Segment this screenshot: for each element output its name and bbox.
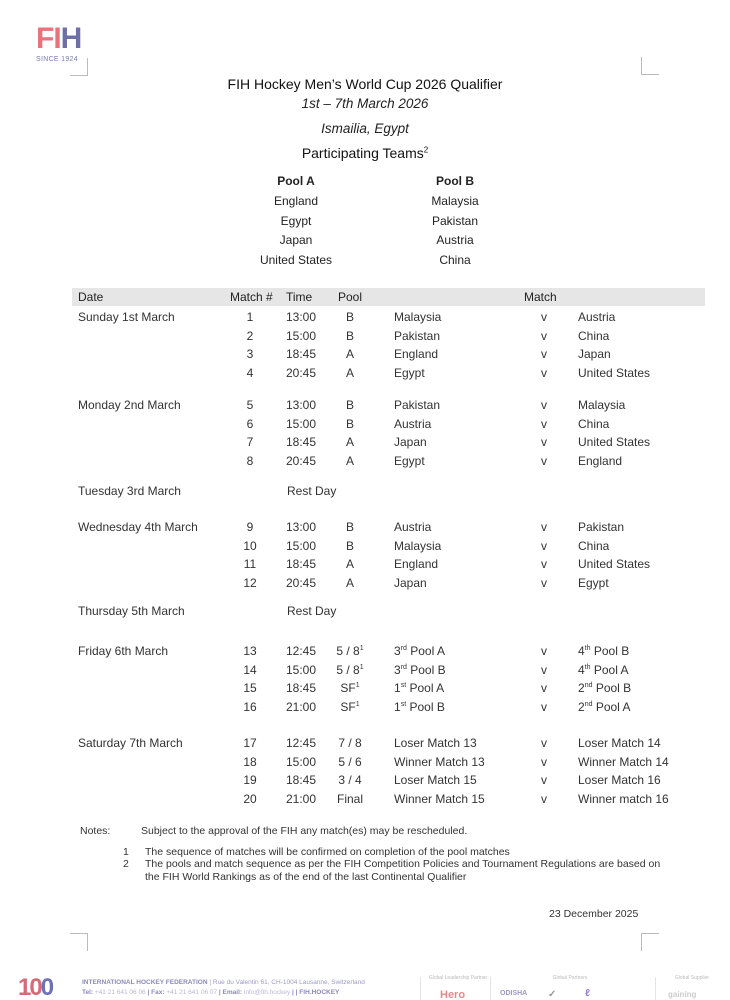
versus-label: v bbox=[541, 681, 547, 695]
header-match-number: Match # bbox=[230, 290, 273, 304]
pool-column bbox=[226, 173, 366, 271]
match-time: 12:45 bbox=[286, 644, 317, 658]
rest-day-label: Rest Day bbox=[287, 484, 337, 498]
footer-divider bbox=[655, 977, 656, 1000]
match-time: 18:45 bbox=[286, 435, 317, 449]
match-pool: B bbox=[345, 328, 354, 343]
footer-divider bbox=[490, 977, 491, 1000]
match-number: 14 bbox=[243, 662, 257, 677]
match-row bbox=[0, 792, 730, 810]
match-number: 6 bbox=[246, 416, 254, 431]
match-pool: $5 / 8^1$ bbox=[336, 662, 364, 677]
footer-divider bbox=[420, 977, 421, 1000]
notes-intro: Subject to the approval of the FIH any match(es) may be rescheduled. bbox=[141, 825, 468, 837]
home-team: Winner Match 13 bbox=[394, 754, 485, 769]
pool-team: Pakistan bbox=[431, 213, 479, 228]
home-team: Japan bbox=[394, 575, 427, 590]
away-team: United States bbox=[578, 435, 651, 449]
pool-team: Malaysia bbox=[431, 194, 479, 208]
match-row bbox=[0, 663, 730, 681]
match-pool: B bbox=[345, 310, 354, 324]
versus-label: v bbox=[541, 699, 547, 714]
versus-label: v bbox=[541, 557, 547, 571]
match-number: 9 bbox=[246, 520, 254, 534]
away-team: 2nd Pool A bbox=[578, 699, 631, 714]
versus-label: v bbox=[541, 773, 547, 787]
away-team: Winner match 16 bbox=[578, 791, 669, 806]
pool-team: Egypt bbox=[280, 213, 312, 228]
match-pool: A bbox=[345, 453, 354, 468]
crop-mark-top-left bbox=[70, 58, 88, 76]
match-number: 11 bbox=[243, 557, 257, 571]
match-time: 13:00 bbox=[286, 520, 317, 534]
match-time: 12:45 bbox=[286, 736, 317, 750]
match-time: 15:00 bbox=[286, 662, 317, 677]
away-team: 4th Pool B bbox=[578, 644, 630, 658]
match-row bbox=[0, 644, 730, 662]
match-date: Saturday 7th March bbox=[78, 736, 183, 750]
home-team: Malaysia bbox=[394, 538, 442, 553]
match-pool: $5 / 8^1$ bbox=[336, 644, 364, 658]
participating-teams-heading: Participating Teams$^2$ bbox=[301, 145, 429, 161]
versus-label: v bbox=[541, 365, 547, 380]
versus-label: v bbox=[541, 538, 547, 553]
match-time: 20:45 bbox=[286, 453, 317, 468]
sponsor-logo-hero: Hero bbox=[440, 989, 466, 1000]
match-number: 18 bbox=[243, 754, 257, 769]
match-time: 15:00 bbox=[286, 416, 317, 431]
match-pool: B bbox=[345, 416, 354, 431]
home-team: Austria bbox=[394, 520, 432, 534]
match-time: 20:45 bbox=[286, 575, 317, 590]
match-row bbox=[0, 539, 730, 557]
versus-label: v bbox=[541, 754, 547, 769]
pool-heading: Pool A bbox=[277, 174, 315, 188]
home-team: Austria bbox=[394, 416, 432, 431]
event-dates: 1st – 7th March 2026 bbox=[301, 96, 429, 111]
sponsor-logo-gaining: gaining bbox=[668, 990, 697, 999]
rest-day-row bbox=[0, 604, 730, 622]
match-pool: Final bbox=[336, 791, 363, 806]
away-team: Pakistan bbox=[578, 520, 625, 534]
match-row bbox=[0, 329, 730, 347]
sponsor-logo-mark: ℓ bbox=[585, 988, 590, 999]
footer-contact: Tel: +41 21 641 06 06 | Fax: +41 21 641 06 07 | Email: info@fih.hockey | | FIH.HOCKEY bbox=[82, 989, 340, 996]
home-team: 1st Pool A bbox=[394, 681, 445, 695]
pool-team: United States bbox=[259, 252, 333, 267]
home-team: Loser Match 15 bbox=[394, 773, 477, 787]
home-team: Egypt bbox=[394, 365, 425, 380]
home-team: 3rd Pool A bbox=[394, 644, 445, 658]
away-team: England bbox=[578, 453, 623, 468]
match-row bbox=[0, 417, 730, 435]
match-number: 4 bbox=[246, 365, 254, 380]
versus-label: v bbox=[541, 435, 547, 449]
match-number: 19 bbox=[243, 773, 257, 787]
match-row bbox=[0, 736, 730, 754]
rest-day-label: Rest Day bbox=[287, 604, 337, 618]
away-team: United States bbox=[578, 365, 651, 380]
pool-column bbox=[385, 173, 525, 271]
notes-label: Notes: bbox=[80, 825, 111, 837]
away-team: 2nd Pool B bbox=[578, 681, 632, 695]
away-team: Loser Match 16 bbox=[578, 773, 661, 787]
match-row bbox=[0, 347, 730, 365]
sponsor-caption: Global Leadership Partner bbox=[428, 975, 488, 981]
match-date: Wednesday 4th March bbox=[78, 520, 198, 534]
sponsor-logo-swoosh: ✓ bbox=[548, 989, 557, 1000]
home-team: England bbox=[394, 557, 439, 571]
away-team: Malaysia bbox=[578, 398, 626, 412]
away-team: Loser Match 14 bbox=[578, 736, 661, 750]
match-time: 15:00 bbox=[286, 538, 317, 553]
match-number: 12 bbox=[243, 575, 257, 590]
match-time: 15:00 bbox=[286, 328, 317, 343]
footer bbox=[0, 975, 730, 1000]
match-row bbox=[0, 576, 730, 594]
versus-label: v bbox=[541, 791, 547, 806]
pool-team: China bbox=[439, 252, 471, 267]
sponsor-caption: Global Partners bbox=[552, 975, 588, 981]
fih-logo bbox=[36, 24, 98, 74]
match-pool: 5 / 6 bbox=[338, 754, 362, 769]
versus-label: v bbox=[541, 347, 547, 361]
versus-label: v bbox=[541, 398, 547, 412]
match-row bbox=[0, 454, 730, 472]
versus-label: v bbox=[541, 644, 547, 658]
match-pool: 7 / 8 bbox=[338, 736, 362, 750]
match-date: Sunday 1st March bbox=[78, 310, 175, 324]
home-team: Japan bbox=[394, 435, 427, 449]
fih-logo-mark: FIH bbox=[36, 22, 82, 55]
fih-logo-since: SINCE 1924 bbox=[36, 56, 78, 63]
match-number: 10 bbox=[243, 538, 257, 553]
match-time: 13:00 bbox=[286, 398, 317, 412]
footer-address: INTERNATIONAL HOCKEY FEDERATION | Rue du Valentin 61, CH-1004 Lausanne, Switzerland bbox=[82, 979, 365, 986]
pool-team: Japan bbox=[279, 233, 313, 248]
match-pool: A bbox=[345, 347, 354, 361]
versus-label: v bbox=[541, 453, 547, 468]
crop-mark-bottom-left bbox=[70, 933, 88, 951]
crop-mark-bottom-right bbox=[641, 933, 659, 951]
versus-label: v bbox=[541, 520, 547, 534]
away-team: China bbox=[578, 538, 610, 553]
sponsor-caption: Global Supplier bbox=[674, 975, 710, 981]
match-row bbox=[0, 366, 730, 384]
match-pool: B bbox=[345, 538, 354, 553]
match-number: 8 bbox=[246, 453, 254, 468]
match-number: 17 bbox=[243, 736, 257, 750]
versus-label: v bbox=[541, 416, 547, 431]
match-time: 18:45 bbox=[286, 773, 317, 787]
pool-team: Austria bbox=[436, 233, 474, 248]
versus-label: v bbox=[541, 575, 547, 590]
away-team: China bbox=[578, 416, 610, 431]
home-team: 1st Pool B bbox=[394, 699, 445, 714]
pool-heading: Pool B bbox=[436, 174, 474, 188]
schedule-table-header bbox=[72, 288, 705, 306]
match-number: 1 bbox=[246, 310, 254, 324]
match-pool: $SF^1$ bbox=[340, 699, 360, 714]
versus-label: v bbox=[541, 328, 547, 343]
away-team: China bbox=[578, 328, 610, 343]
match-row bbox=[0, 435, 730, 453]
away-team: United States bbox=[578, 557, 651, 571]
match-pool: A bbox=[345, 575, 354, 590]
match-row bbox=[0, 520, 730, 538]
match-pool: B bbox=[345, 520, 354, 534]
header-time: Time bbox=[286, 290, 313, 304]
home-team: 3rd Pool B bbox=[394, 662, 446, 677]
match-row bbox=[0, 681, 730, 699]
away-team: 4th Pool A bbox=[578, 662, 629, 677]
match-number: 3 bbox=[246, 347, 254, 361]
match-row bbox=[0, 773, 730, 791]
match-time: 18:45 bbox=[286, 557, 317, 571]
away-team: Winner Match 14 bbox=[578, 754, 669, 769]
match-number: 15 bbox=[243, 681, 257, 695]
home-team: Winner Match 15 bbox=[394, 791, 485, 806]
match-date: Thursday 5th March bbox=[78, 604, 185, 618]
match-number: 5 bbox=[246, 398, 254, 412]
home-team: Malaysia bbox=[394, 310, 442, 324]
header-date: Date bbox=[78, 290, 104, 304]
header-pool: Pool bbox=[338, 290, 363, 304]
match-number: 7 bbox=[246, 435, 254, 449]
match-row bbox=[0, 755, 730, 773]
match-time: 13:00 bbox=[286, 310, 317, 324]
match-pool: A bbox=[345, 557, 354, 571]
match-number: 13 bbox=[243, 644, 257, 658]
match-time: 21:00 bbox=[286, 791, 317, 806]
match-pool: A bbox=[345, 365, 354, 380]
document-title: FIH Hockey Men’s World Cup 2026 Qualifier bbox=[227, 76, 503, 92]
versus-label: v bbox=[541, 662, 547, 677]
match-time: 20:45 bbox=[286, 365, 317, 380]
home-team: Pakistan bbox=[394, 398, 441, 412]
rest-day-row bbox=[0, 484, 730, 502]
away-team: Austria bbox=[578, 310, 616, 324]
match-date: Tuesday 3rd March bbox=[78, 484, 181, 498]
crop-mark-top-right bbox=[641, 57, 659, 75]
home-team: Pakistan bbox=[394, 328, 441, 343]
document-date: 23 December 2025 bbox=[549, 908, 639, 920]
event-venue: Ismailia, Egypt bbox=[321, 121, 409, 136]
match-pool: $SF^1$ bbox=[340, 681, 360, 695]
match-time: 18:45 bbox=[286, 681, 317, 695]
versus-label: v bbox=[541, 310, 547, 324]
match-number: 2 bbox=[246, 328, 254, 343]
match-time: 15:00 bbox=[286, 754, 317, 769]
home-team: England bbox=[394, 347, 439, 361]
match-number: 16 bbox=[243, 699, 257, 714]
match-number: 20 bbox=[243, 791, 257, 806]
away-team: Japan bbox=[578, 347, 611, 361]
match-date: Monday 2nd March bbox=[78, 398, 181, 412]
centenary-logo: 100 bbox=[18, 974, 53, 1000]
match-date: Friday 6th March bbox=[78, 644, 169, 658]
match-pool: 3 / 4 bbox=[338, 773, 362, 787]
home-team: Loser Match 13 bbox=[394, 736, 477, 750]
pool-team: England bbox=[273, 194, 319, 208]
versus-label: v bbox=[541, 736, 547, 750]
match-time: 21:00 bbox=[286, 699, 317, 714]
away-team: Egypt bbox=[578, 575, 609, 590]
match-row bbox=[0, 310, 730, 328]
match-time: 18:45 bbox=[286, 347, 317, 361]
sponsor-logo-odisha: ODISHA bbox=[500, 990, 528, 997]
match-pool: A bbox=[345, 435, 354, 449]
match-row bbox=[0, 398, 730, 416]
match-row bbox=[0, 700, 730, 718]
match-pool: B bbox=[345, 398, 354, 412]
home-team: Egypt bbox=[394, 453, 425, 468]
header-match: Match bbox=[524, 290, 557, 304]
match-row bbox=[0, 557, 730, 575]
